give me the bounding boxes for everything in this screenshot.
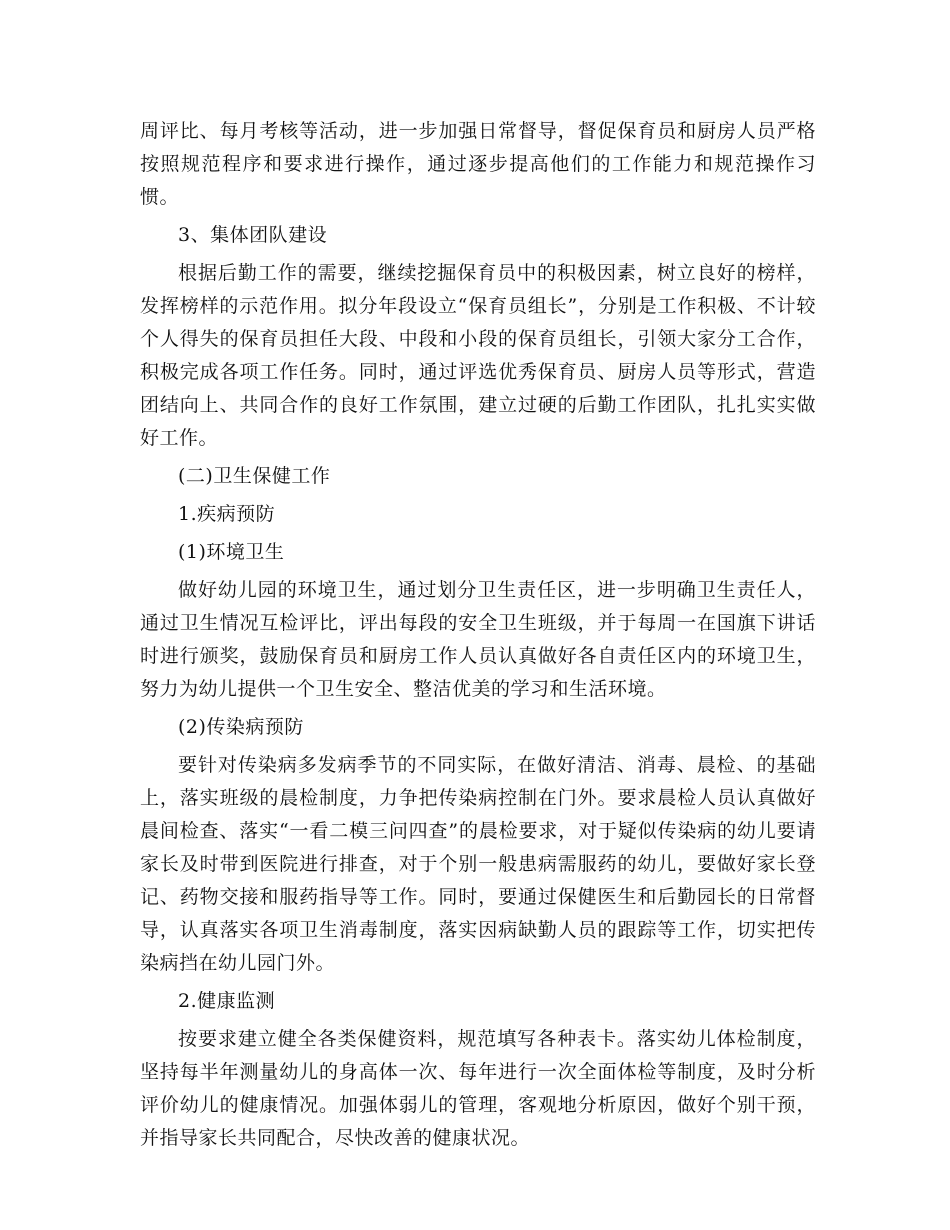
heading-infectious-disease: (2)传染病预防	[178, 716, 304, 738]
paragraph-infectious-disease: 要针对传染病多发病季节的不同实际，在做好清洁、消毒、晨检、的基础上，落实班级的晨检制度，力争把传染病控制在门外。要求晨检人员认真做好晨间检查、落实“一看二模三问四查”的晨检要求，对于疑似传染病的幼儿要请家长及时带到医院进行排查，对于个别一般患病需服药的幼儿，要做好家长登记、药物交接和服药指导等工作。同时，要通过保健医生和后勤园长的日常督导，认真落实各项卫生消毒制度，落实因病缺勤人员的跟踪等工作，切实把传染病挡在幼儿园门外。	[140, 754, 816, 974]
paragraph-health-monitoring: 按要求建立健全各类保健资料，规范填写各种表卡。落实幼儿体检制度，坚持每半年测量幼儿的身高体一次、每年进行一次全面体检等制度，及时分析评价幼儿的健康情况。加强体弱儿的管理，客观地分析原因，做好个别干预，并指导家长共同配合，尽快改善的健康状况。	[140, 1028, 816, 1149]
heading-team-building: 3、集体团队建设	[178, 224, 328, 246]
heading-health-monitoring: 2.健康监测	[178, 990, 276, 1012]
heading-health-care: (二)卫生保健工作	[178, 465, 331, 487]
document-body	[140, 115, 816, 1160]
heading-environment-hygiene: (1)环境卫生	[178, 541, 285, 563]
paragraph-environment-hygiene: 做好幼儿园的环境卫生，通过划分卫生责任区，进一步明确卫生责任人，通过卫生情况互检评比，评出每段的安全卫生班级，并于每周一在国旗下讲话时进行颁奖，鼓励保育员和厨房工作人员认真做好各自责任区内的环境卫生，努力为幼儿提供一个卫生安全、整洁优美的学习和生活环境。	[140, 579, 816, 700]
paragraph-team-building: 根据后勤工作的需要，继续挖掘保育员中的积极因素，树立良好的榜样，发挥榜样的示范作用。拟分年段设立“保育员组长”，分别是工作积极、不计较个人得失的保育员担任大段、中段和小段的保育员组长，引领大家分工合作，积极完成各项工作任务。同时，通过评选优秀保育员、厨房人员等形式，营造团结向上、共同合作的良好工作氛围，建立过硬的后勤工作团队，扎扎实实做好工作。	[140, 262, 816, 449]
paragraph-continuation: 周评比、每月考核等活动，进一步加强日常督导，督促保育员和厨房人员严格按照规范程序和要求进行操作，通过逐步提高他们的工作能力和规范操作习惯。	[140, 120, 816, 208]
heading-disease-prevention: 1.疾病预防	[178, 503, 276, 525]
